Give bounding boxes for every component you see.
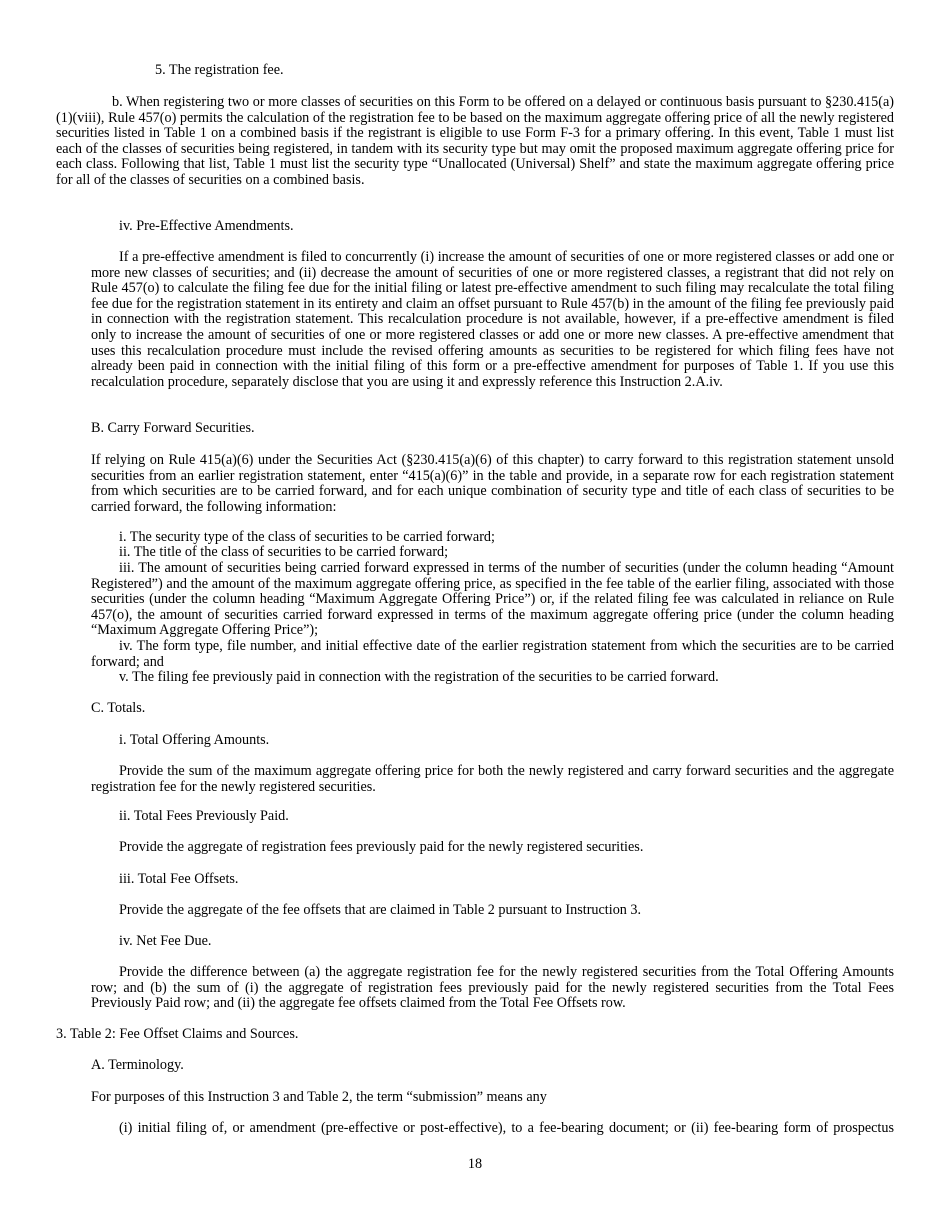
heading-table-2: 3. Table 2: Fee Offset Claims and Sources. (56, 1026, 299, 1042)
item-registration-fee: 5. The registration fee. (155, 62, 284, 78)
paragraph-total-fees-previously-paid: Provide the aggregate of registration fees previously paid for the newly registered securities. (119, 839, 644, 855)
paragraph-pre-effective-amendments: If a pre-effective amendment is filed to concurrently (i) increase the amount of securities of one or more registered classes or add one or more new classes of securities; and (ii) decrease the amount of securities of one or more registered classes, a registrant that did not rely on Rule 457(o) to calculate the filing fee due for the initial filing or latest pre-effective amendment to such filing may recalculate the total filing fee due for the registration statement in its entirety and claim an offset pursuant to Rule 457(b) in the amount of the filing fee previously paid in connection with the registration statement. This recalculation procedure is not available, however, if a pre-effective amendment is filed only to increase the amount of securities of one or more registered classes or add one or more new classes. A pre-effective amendment that uses this recalculation procedure must include the revised offering amounts as securities to be registered for which filing fees have not already been paid in connection with the initial filing of this form or a pre-effective amendment for purposes of Table 1. If you use this recalculation procedure, separately disclose that you are using it and expressly reference this Instruction 2.A.iv. (91, 249, 894, 390)
heading-total-offering-amounts: i. Total Offering Amounts. (119, 732, 270, 748)
page-number: 18 (467, 1156, 483, 1172)
heading-totals: C. Totals. (91, 700, 146, 716)
heading-total-fees-previously-paid: ii. Total Fees Previously Paid. (119, 808, 289, 824)
heading-terminology: A. Terminology. (91, 1057, 184, 1073)
carry-item-iii: iii. The amount of securities being carried forward expressed in terms of the number of securities (under the column heading “Amount Registered”) and the amount of the maximum aggregate offering price, as specified in the fee table of the earlier filing, associated with those securities (under the column heading “Maximum Aggregate Offering Price”) or, if the related filing fee was calculated in reliance on Rule 457(o), the amount of securities carried forward expressed in terms of the maximum aggregate offering price (under the column heading “Maximum Aggregate Offering Price”); (91, 560, 894, 639)
paragraph-carry-forward: If relying on Rule 415(a)(6) under the Securities Act (§230.415(a)(6) of this chapter) to carry forward to this registration statement unsold securities from an earlier registration statement, enter “415(a)(6)” in the table and provide, in a separate row for each registration statement from which securities are to be carried forward, and for each unique combination of security type and title of each class of securities to be carried forward, the following information: (91, 452, 894, 515)
heading-total-fee-offsets: iii. Total Fee Offsets. (119, 871, 239, 887)
heading-net-fee-due: iv. Net Fee Due. (119, 933, 212, 949)
paragraph-net-fee-due: Provide the difference between (a) the aggregate registration fee for the newly registered securities from the Total Offering Amounts row; and (b) the sum of (i) the aggregate of registration fees previously paid for the newly registered securities from the Total Fees Previously Paid row; and (ii) the aggregate fee offsets claimed from the Total Fee Offsets row. (91, 964, 894, 1012)
carry-item-v: v. The filing fee previously paid in connection with the registration of the securities to be carried forward. (119, 669, 719, 685)
carry-item-iv: iv. The form type, file number, and initial effective date of the earlier registration statement from which the securities are to be carried forward; and (91, 638, 894, 670)
carry-item-ii: ii. The title of the class of securities to be carried forward; (119, 544, 449, 560)
paragraph-terminology-item-i: (i) initial filing of, or amendment (pre-effective or post-effective), to a fee-bearing document; or (ii) fee-bearing form of prospectus (119, 1121, 894, 1136)
heading-carry-forward-securities: B. Carry Forward Securities. (91, 420, 255, 436)
document-page (56, 0, 894, 1230)
paragraph-terminology: For purposes of this Instruction 3 and Table 2, the term “submission” means any (91, 1089, 547, 1105)
heading-pre-effective-amendments: iv. Pre-Effective Amendments. (119, 218, 294, 234)
carry-item-i: i. The security type of the class of securities to be carried forward; (119, 529, 495, 545)
paragraph-total-fee-offsets: Provide the aggregate of the fee offsets that are claimed in Table 2 pursuant to Instruction 3. (119, 902, 642, 918)
paragraph-b-combined-basis: b. When registering two or more classes of securities on this Form to be offered on a delayed or continuous basis pursuant to §230.415(a)(1)(viii), Rule 457(o) permits the calculation of the registration fee to be based on the maximum aggregate offering price of all the newly registered securities listed in Table 1 on a combined basis if the registrant is eligible to use Form F-3 for a primary offering. In this event, Table 1 must list each of the classes of securities being registered, in tandem with its security type but may omit the proposed maximum aggregate offering price for each class. Following that list, Table 1 must list the security type “Unallocated (Universal) Shelf” and state the maximum aggregate offering price for all of the classes of securities on a combined basis. (56, 94, 894, 188)
paragraph-total-offering-amounts: Provide the sum of the maximum aggregate offering price for both the newly registered and carry forward securities and the aggregate registration fee for the newly registered securities. (91, 763, 894, 795)
